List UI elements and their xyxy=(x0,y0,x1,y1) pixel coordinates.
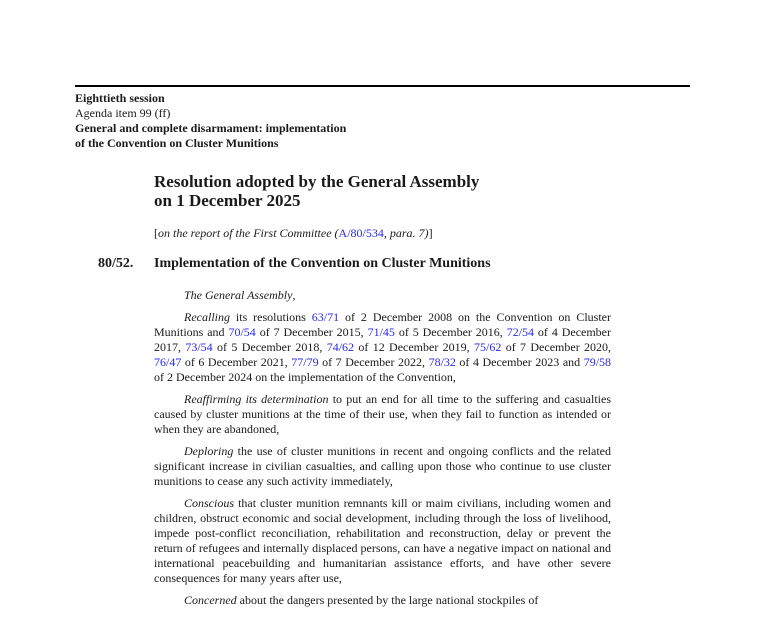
committee-report-note: [on the report of the First Committee (A/80/534, para. 7)] xyxy=(154,226,433,240)
resolution-link[interactable]: 71/45 xyxy=(367,325,395,339)
document-header xyxy=(75,91,346,151)
resolution-link[interactable]: 75/62 xyxy=(474,340,502,354)
paragraph-reaffirming: Reaffirming its determination to put an end for all time to the suffering and casualties caused by cluster munitions at the time of their use, when they fail to function as intended or when they are abandoned, xyxy=(154,392,611,436)
agenda-topic-line-2: of the Convention on Cluster Munitions xyxy=(75,136,279,150)
resolution-link[interactable]: 79/58 xyxy=(583,355,612,369)
agenda-item: Agenda item 99 (ff) xyxy=(75,106,171,120)
resolution-heading xyxy=(98,255,491,272)
resolution-link[interactable]: 70/54 xyxy=(228,325,256,339)
resolution-body xyxy=(154,288,611,615)
resolution-number: 80/52. xyxy=(98,256,134,271)
resolution-link[interactable]: 63/71 xyxy=(311,310,340,324)
resolution-link[interactable]: 72/54 xyxy=(506,325,535,339)
resolution-title-line-1: Resolution adopted by the General Assembly xyxy=(154,172,480,191)
header-rule xyxy=(75,85,690,87)
paragraph-deploring: Deploring the use of cluster munitions in recent and ongoing conflicts and the related significant increase in civilian casualties, and calling upon those who continue to use cluster munitions to cease any such activity immediately, xyxy=(154,444,611,488)
resolution-link[interactable]: 74/62 xyxy=(326,340,355,354)
paragraph-conscious: Conscious that cluster munition remnants kill or maim civilians, including women and children, obstruct economic and social development, including through the loss of livelihood, impede post-conflict reconciliation, rehabilitation and reconstruction, delay or prevent the return of refugees and internally displaced persons, can have a negative impact on national and international peacebuilding and humanitarian assistance efforts, and have other severe consequences for many years after use, xyxy=(154,496,611,585)
resolution-link[interactable]: 77/79 xyxy=(291,355,319,369)
report-prefix: on the report of the First Committee ( xyxy=(158,226,339,240)
paragraph-recalling: Recalling its resolutions 63/71 of 2 December 2008 on the Convention on Cluster Munitions and 70/54 of 7 December 2015, 71/45 of 5 December 2016, 72/54 of 4 December 2017, 73/54 of 5 December 2018, 74/62 of 12 December 2019, 75/62 of 7 December 2020, 76/47 of 6 December 2021, 77/79 of 7 December 2022, 78/32 of 4 December 2023 and 79/58 of 2 December 2024 on the implementation of the Convention, xyxy=(154,310,612,384)
session-label: Eighttieth session xyxy=(75,91,165,105)
agenda-topic-line-1: General and complete disarmament: implementation xyxy=(75,121,347,135)
resolution-link[interactable]: 73/54 xyxy=(185,340,213,354)
resolution-link[interactable]: 78/32 xyxy=(428,355,456,369)
report-suffix: , para. 7) xyxy=(383,226,429,240)
resolution-link[interactable]: 76/47 xyxy=(154,355,182,369)
resolution-title xyxy=(154,172,479,210)
opening-paragraph: The General Assembly, xyxy=(184,288,296,302)
resolution-heading-text: Implementation of the Convention on Cluster Munitions xyxy=(154,256,491,271)
report-link[interactable]: A/80/534 xyxy=(338,226,384,240)
paragraph-concerned: Concerned about the dangers presented by the large national stockpiles of xyxy=(184,593,539,607)
resolution-title-line-2: on 1 December 2025 xyxy=(154,191,301,210)
